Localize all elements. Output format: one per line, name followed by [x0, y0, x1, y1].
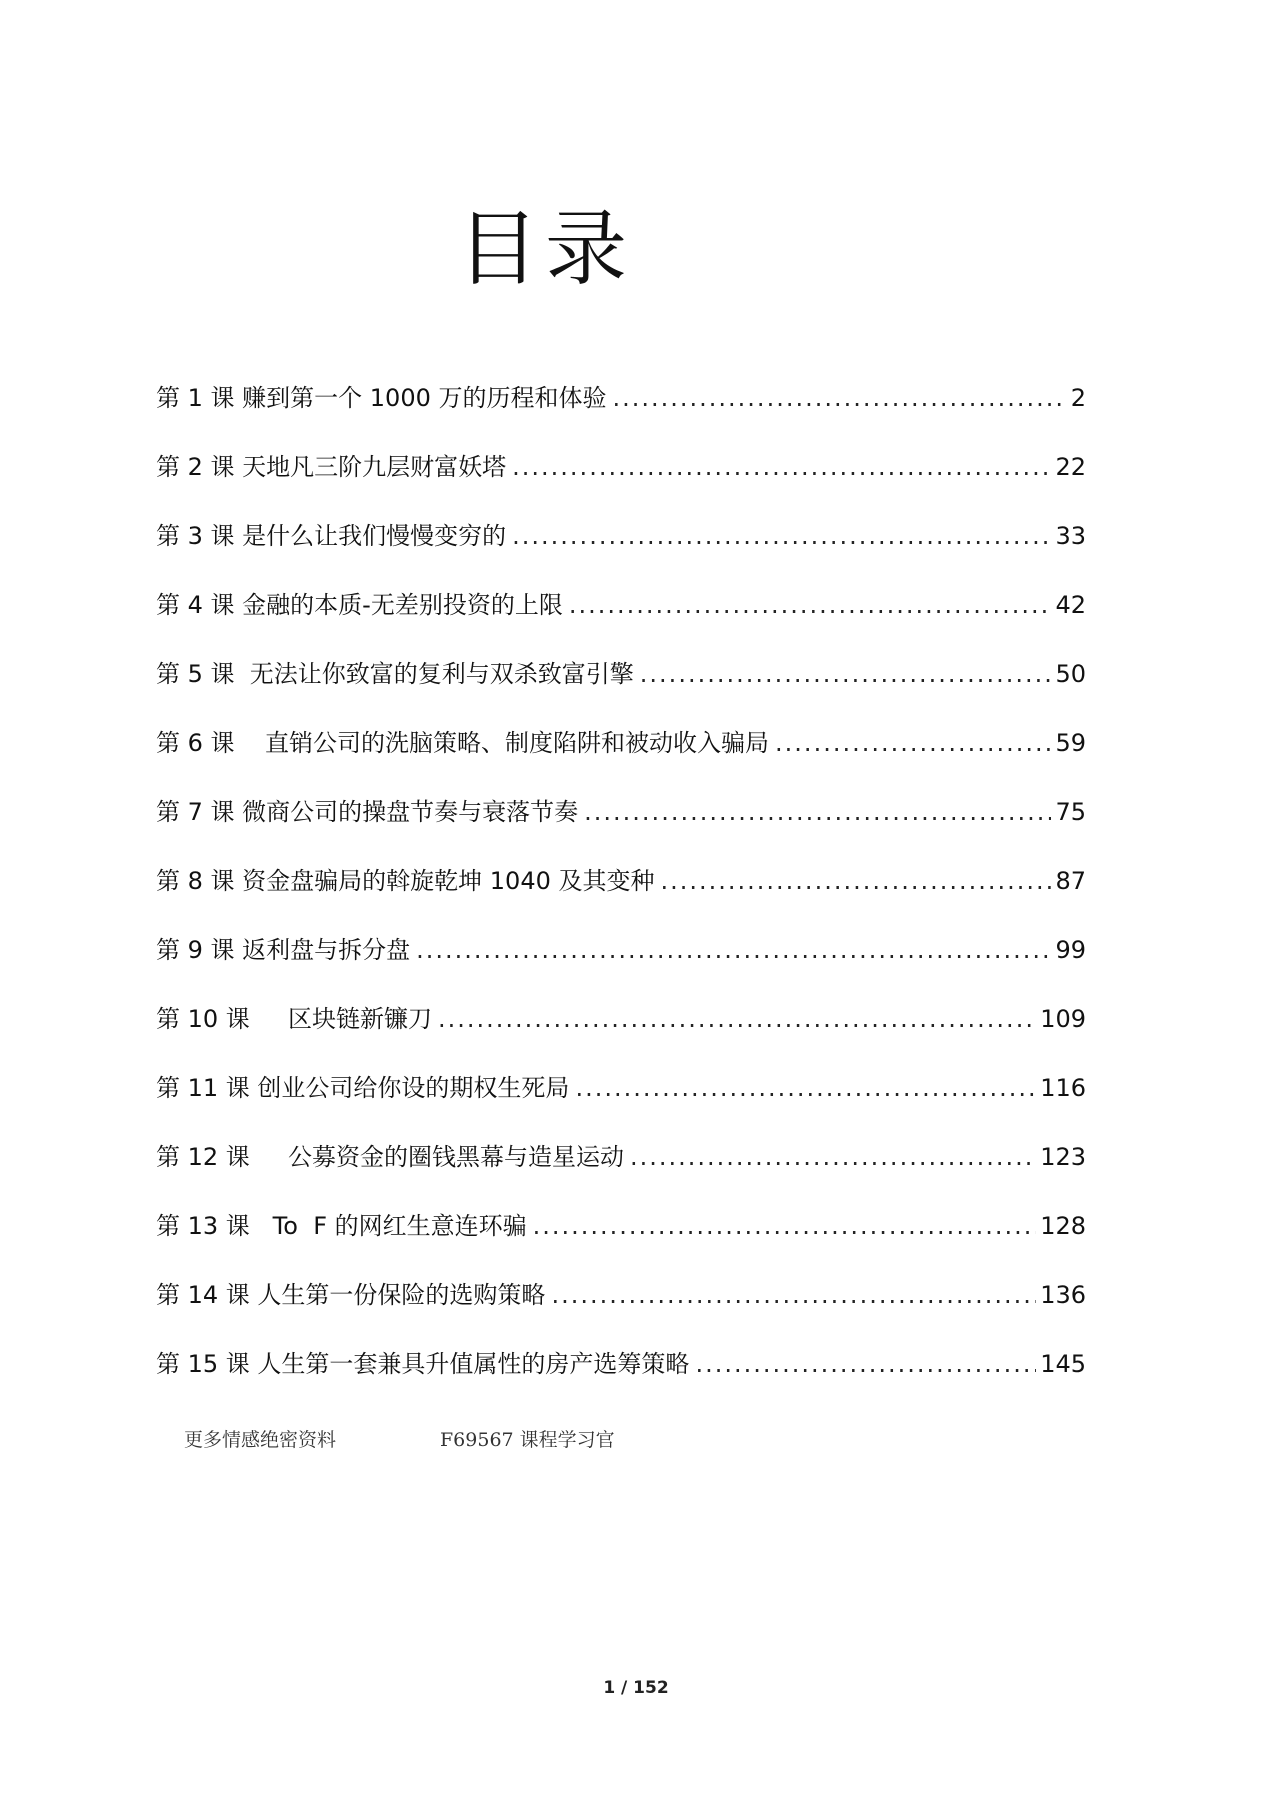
- toc-entry-page: 128: [1040, 1212, 1086, 1240]
- toc-entry-page: 33: [1055, 522, 1086, 550]
- toc-entry-label: 第 11 课 创业公司给你设的期权生死局: [156, 1074, 570, 1102]
- toc-entry[interactable]: [156, 1129, 1086, 1198]
- toc-entry[interactable]: [156, 1267, 1086, 1336]
- toc-entry[interactable]: [156, 1198, 1086, 1267]
- toc-entry-page: 2: [1070, 384, 1086, 412]
- toc-entry-page: 99: [1055, 936, 1086, 964]
- toc-dot-leader: [661, 853, 1052, 909]
- toc-entry[interactable]: [156, 508, 1086, 577]
- toc-dot-leader: [584, 784, 1051, 840]
- toc-dot-leader: [613, 370, 1067, 426]
- toc-entry-page: 109: [1040, 1005, 1086, 1033]
- toc-entry-label: 第 7 课 微商公司的操盘节奏与衰落节奏: [156, 798, 579, 826]
- page-title: 目录: [456, 202, 633, 297]
- toc-dot-leader: [569, 577, 1052, 633]
- promo-note-id: F69567 课程学习官: [440, 1429, 615, 1451]
- toc-entry-label: 第 13 课 To F 的网红生意连环骗: [156, 1212, 527, 1240]
- toc-entry-label: 第 14 课 人生第一份保险的选购策略: [156, 1281, 546, 1309]
- toc-entry-page: 59: [1055, 729, 1086, 757]
- toc-entry-page: 87: [1055, 867, 1086, 895]
- toc-entry-label: 第 10 课 区块链新镰刀: [156, 1005, 432, 1033]
- toc-entry[interactable]: [156, 370, 1086, 439]
- toc-entry-label: 第 5 课 无法让你致富的复利与双杀致富引擎: [156, 660, 634, 688]
- toc-entry-page: 22: [1055, 453, 1086, 481]
- toc-entry[interactable]: [156, 784, 1086, 853]
- toc-entry[interactable]: [156, 1336, 1086, 1405]
- toc-dot-leader: [551, 1267, 1036, 1323]
- toc-entry[interactable]: [156, 922, 1086, 991]
- toc-entry-page: 50: [1055, 660, 1086, 688]
- toc-entry-page: 123: [1040, 1143, 1086, 1171]
- toc-entry[interactable]: [156, 853, 1086, 922]
- toc-entry-page: 42: [1055, 591, 1086, 619]
- toc-entry[interactable]: [156, 715, 1086, 784]
- toc-entry-page: 116: [1040, 1074, 1086, 1102]
- promo-note: 更多情感绝密资料: [184, 1429, 337, 1451]
- toc-dot-leader: [630, 1129, 1036, 1185]
- toc-dot-leader: [695, 1336, 1036, 1392]
- toc-dot-leader: [438, 991, 1036, 1047]
- toc-dot-leader: [416, 922, 1051, 978]
- toc-entry[interactable]: [156, 439, 1086, 508]
- toc-entry-label: 第 15 课 人生第一套兼具升值属性的房产选筹策略: [156, 1350, 690, 1378]
- toc-entry[interactable]: [156, 577, 1086, 646]
- toc-entry[interactable]: [156, 646, 1086, 715]
- toc-entry[interactable]: [156, 1060, 1086, 1129]
- toc-entry-page: 136: [1040, 1281, 1086, 1309]
- toc-dot-leader: [640, 646, 1052, 702]
- table-of-contents: [156, 370, 1086, 1405]
- toc-entry[interactable]: [156, 991, 1086, 1060]
- toc-entry-page: 145: [1040, 1350, 1086, 1378]
- toc-dot-leader: [512, 439, 1051, 495]
- toc-entry-label: 第 4 课 金融的本质-无差别投资的上限: [156, 591, 563, 619]
- toc-dot-leader: [575, 1060, 1036, 1116]
- toc-entry-label: 第 8 课 资金盘骗局的斡旋乾坤 1040 及其变种: [156, 867, 655, 895]
- toc-entry-label: 第 3 课 是什么让我们慢慢变穷的: [156, 522, 507, 550]
- page-number: 1 / 152: [603, 1678, 669, 1698]
- toc-entry-label: 第 6 课 直销公司的洗脑策略、制度陷阱和被动收入骗局: [156, 729, 770, 757]
- toc-dot-leader: [533, 1198, 1037, 1254]
- toc-dot-leader: [775, 715, 1051, 771]
- toc-entry-label: 第 12 课 公募资金的圈钱黑幕与造星运动: [156, 1143, 624, 1171]
- toc-entry-label: 第 2 课 天地凡三阶九层财富妖塔: [156, 453, 507, 481]
- toc-entry-label: 第 9 课 返利盘与拆分盘: [156, 936, 411, 964]
- toc-entry-page: 75: [1055, 798, 1086, 826]
- toc-entry-label: 第 1 课 赚到第一个 1000 万的历程和体验: [156, 384, 607, 412]
- toc-dot-leader: [512, 508, 1051, 564]
